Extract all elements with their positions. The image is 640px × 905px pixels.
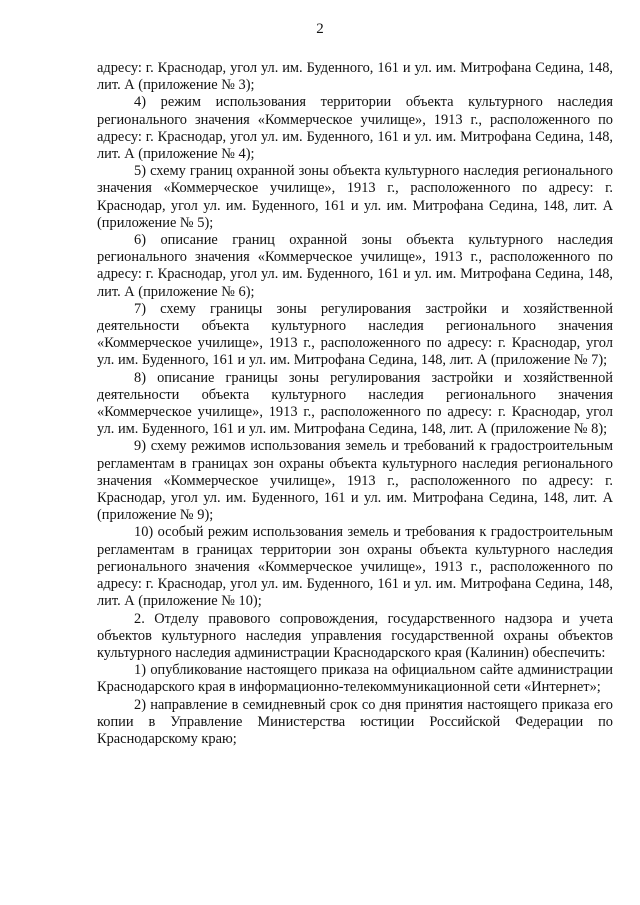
paragraph-item-7: 7) схему границы зоны регулирования застройки и хозяйственной деятельности объекта культурного наследия регионального значения «Коммерческое училище», 1913 г., расположенного по адресу: г. Краснодар, угол ул. им. Буденного, 161 и ул. им. Митрофана Седина, 148, лит. А (приложение № 7); bbox=[97, 300, 613, 369]
paragraph-continuation: адресу: г. Краснодар, угол ул. им. Буденного, 161 и ул. им. Митрофана Седина, 148, лит. А (приложение № 3); bbox=[97, 60, 613, 94]
page-number: 2 bbox=[316, 21, 324, 37]
paragraph-item-10: 10) особый режим использования земель и требования к градостроительным регламентам в границах территории зон охраны объекта культурного наследия регионального значения «Коммерческое училище», 1913 г., расположенного по адресу: г. Краснодар, угол ул. им. Буденного, 161 и ул. им. Митрофана Седина, 148, лит. А (приложение № 10); bbox=[97, 524, 613, 610]
paragraph-subitem-2: 2) направление в семидневный срок со дня принятия настоящего приказа его копии в Управление Министерства юстиции Российской Федерации по Краснодарскому краю; bbox=[97, 696, 613, 747]
paragraph-item-4: 4) режим использования территории объекта культурного наследия регионального значения «Коммерческое училище», 1913 г., расположенного по адресу: г. Краснодар, угол ул. им. Буденного, 161 и ул. им. Митрофана Седина, 148, лит. А (приложение № 4); bbox=[97, 94, 613, 163]
paragraph-item-6: 6) описание границ охранной зоны объекта культурного наследия регионального значения «Коммерческое училище», 1913 г., расположенного по адресу: г. Краснодар, угол ул. им. Буденного, 161 и ул. им. Митрофана Седина, 148, лит. А (приложение № 6); bbox=[97, 232, 613, 300]
document-body bbox=[97, 60, 613, 748]
paragraph-item-5: 5) схему границ охранной зоны объекта культурного наследия регионального значения «Коммерческое училище», 1913 г., расположенного по адресу: г. Краснодар, угол ул. им. Буденного, 161 и ул. им. Митрофана Седина, 148, лит. А (приложение № 5); bbox=[97, 163, 613, 231]
paragraph-item-9: 9) схему режимов использования земель и требований к градостроительным регламентам в границах зон охраны объекта культурного наследия регионального значения «Коммерческое училище», 1913 г., расположенного по адресу: г. Краснодар, угол ул. им. Буденного, 161 и ул. им. Митрофана Седина, 148, лит. А (приложение № 9); bbox=[97, 438, 613, 524]
paragraph-subitem-1: 1) опубликование настоящего приказа на официальном сайте администрации Краснодарского края в информационно-телекоммуникационной сети «Интернет»; bbox=[97, 662, 613, 696]
paragraph-item-8: 8) описание границы зоны регулирования застройки и хозяйственной деятельности объекта культурного наследия регионального значения «Коммерческое училище», 1913 г., расположенного по адресу: г. Краснодар, угол ул. им. Буденного, 161 и ул. им. Митрофана Седина, 148, лит. А (приложение № 8); bbox=[97, 369, 613, 438]
paragraph-section-2: 2. Отделу правового сопровождения, государственного надзора и учета объектов культурного наследия управления государственной охраны объектов культурного наследия администрации Краснодарского края (Калинин) обеспечить: bbox=[97, 610, 613, 661]
